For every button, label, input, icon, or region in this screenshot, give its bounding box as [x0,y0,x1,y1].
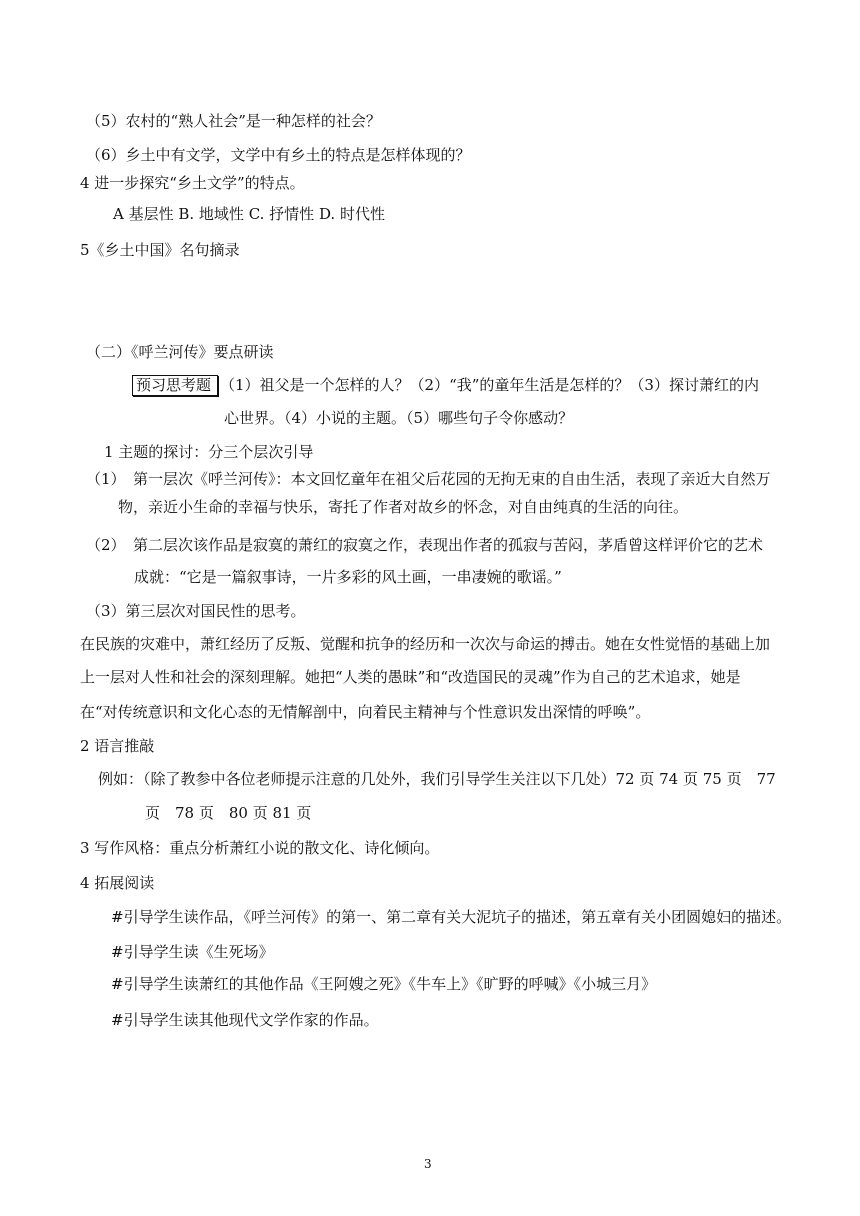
paragraph-line-2: 上一层对人性和社会的深刻理解。她把“人类的愚昧”和“改造国民的灵魂”作为自己的艺术追求，她是 [80,668,741,686]
question-6: （6）乡土中有文学，文学中有乡土的特点是怎样体现的？ [86,146,471,164]
level-1-line-1: （1） 第一层次《呼兰河传》：本文回忆童年在祖父后花园的无拘无束的自由生活，表现了亲近大自然万 [86,470,771,488]
level-1-line-2: 物，亲近小生命的幸福与快乐，寄托了作者对故乡的怀念，对自由纯真的生活的向往。 [118,498,689,516]
page-number: 3 [424,1157,432,1171]
item-4-heading: 4 进一步探究“乡土文学”的特点。 [80,174,305,192]
language-example-line-1: 例如：（除了教参中各位老师提示注意的几处外，我们引导学生关注以下几处）72 页 74 页 75 页 77 [98,770,776,788]
extended-reading-3: #引导学生读萧红的其他作品《王阿嫂之死》《牛车上》《旷野的呼喊》《小城三月》 [111,975,657,993]
section-2-heading: （二）《呼兰河传》要点研读 [86,343,274,361]
item-4-options: A 基层性 B. 地域性 C. 抒情性 D. 时代性 [113,205,385,223]
level-3: （3）第三层次对国民性的思考。 [86,602,306,620]
paragraph-line-3: 在“对传统意识和文化心态的无情解剖中，向着民主精神与个性意识发出深情的呼唤”。 [80,703,651,721]
theme-heading: 1 主题的探讨：分三个层次引导 [104,443,314,461]
level-2-line-1: （2） 第二层次该作品是寂寞的萧红的寂寞之作，表现出作者的孤寂与苦闷，茅盾曾这样评价它的艺术 [86,536,764,554]
preview-questions-line-2: 心世界。（4）小说的主题。（5）哪些句子令你感动？ [224,409,574,427]
extended-reading-4: #引导学生读其他现代文学作家的作品。 [111,1011,379,1029]
level-2-line-2: 成就：“它是一篇叙事诗，一片多彩的风土画，一串凄婉的歌谣。” [134,568,562,586]
item-5-heading: 5《乡土中国》名句摘录 [80,241,240,259]
preview-questions-line-1: （1）祖父是一个怎样的人？（2）“我”的童年生活是怎样的？（3）探讨萧红的内 [220,376,759,394]
question-5: （5）农村的“熟人社会”是一种怎样的社会？ [86,112,381,130]
extended-reading-heading: 4 拓展阅读 [80,874,155,892]
language-example-line-2: 页 78 页 80 页 81 页 [145,804,312,822]
preview-box-label [132,375,218,395]
extended-reading-1: #引导学生读作品，《呼兰河传》的第一、第二章有关大泥坑子的描述，第五章有关小团圆媳妇的描述。 [111,908,792,926]
preview-box: 预习思考题 [132,375,218,396]
extended-reading-2: #引导学生读《生死场》 [111,943,274,961]
writing-style: 3 写作风格：重点分析萧红小说的散文化、诗化倾向。 [80,839,440,857]
language-heading: 2 语言推敲 [80,737,155,755]
paragraph-line-1: 在民族的灾难中，萧红经历了反叛、觉醒和抗争的经历和一次次与命运的搏击。她在女性觉悟的基础上加 [80,635,771,653]
